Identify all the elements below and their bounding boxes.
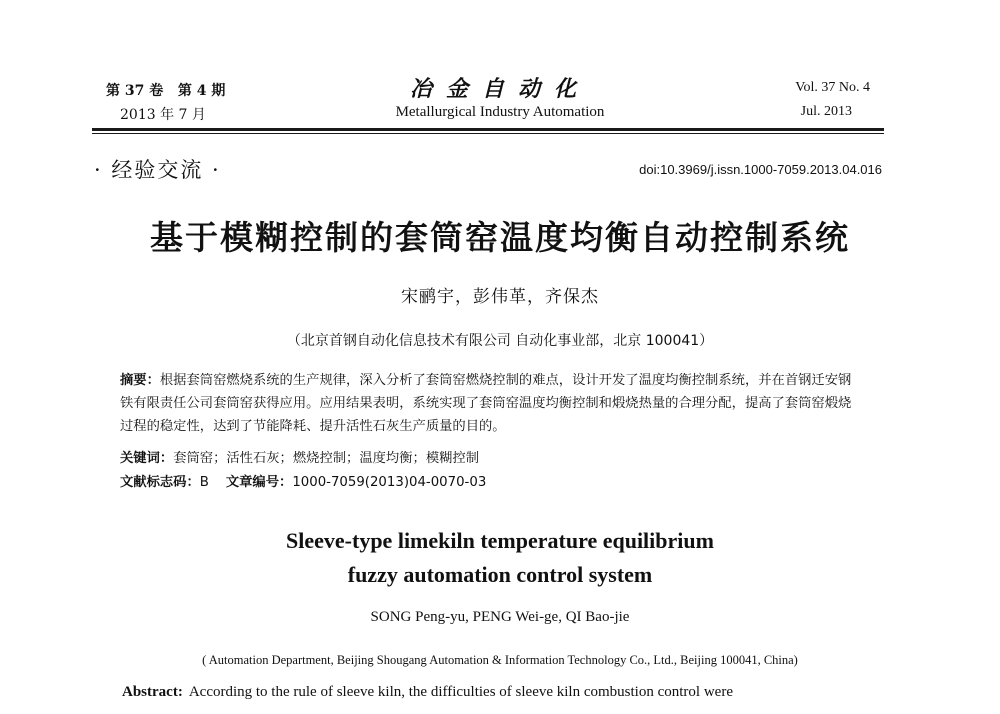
doi: doi:10.3969/j.issn.1000-7059.2013.04.016 xyxy=(639,162,882,177)
doc-code-label: 文献标志码： xyxy=(120,475,200,490)
abstract-cn-label: 摘要： xyxy=(120,373,160,388)
authors-en: SONG Peng-yu, PENG Wei-ge, QI Bao-jie xyxy=(370,609,630,625)
paper-title-en-line2: fuzzy automation control system xyxy=(347,562,653,587)
abstract-en-text: According to the rule of sleeve kiln, the difficulties of sleeve kiln combustion control were xyxy=(188,684,733,700)
paper-title-en xyxy=(0,524,1000,592)
doc-code-value: B xyxy=(199,475,209,490)
date-en: Jul. 2013 xyxy=(800,104,852,119)
keywords-label: 关键词： xyxy=(120,451,174,466)
authors-cn: 宋鹂宇，彭伟革，齐保杰 xyxy=(401,287,599,307)
journal-title-cn: 冶金自动化 xyxy=(409,76,590,102)
abstract-cn xyxy=(120,369,862,438)
article-number-label: 文章编号： xyxy=(225,475,293,490)
keywords-text: 套筒窑；活性石灰；燃烧控制；温度均衡；模糊控制 xyxy=(173,451,480,466)
date-cn: 2013 年 7 月 xyxy=(120,107,206,123)
classification-cn xyxy=(120,471,486,490)
article-number-value: 1000-7059(2013)04-0070-03 xyxy=(292,475,487,490)
paper-title-cn: 基于模糊控制的套筒窑温度均衡自动控制系统 xyxy=(150,218,850,257)
abstract-cn-text: 根据套筒窑燃烧系统的生产规律，深入分析了套筒窑燃烧控制的难点，设计开发了温度均衡控制系统，并在首钢迁安钢铁有限责任公司套筒窑获得应用。应用结果表明，系统实现了套筒窑温度均衡控制和煅烧热量的合理分配，提高了套筒窑煅烧过程的稳定性，达到了节能降耗、提升活性石灰生产质量的目的。 xyxy=(120,373,852,434)
header-rule-thick xyxy=(92,128,884,131)
volume-issue-cn: 第 37 卷 第 4 期 xyxy=(106,83,226,99)
section-tag: · 经验交流 · xyxy=(94,158,221,182)
affiliation-cn: （北京首钢自动化信息技术有限公司 自动化事业部，北京 100041） xyxy=(286,333,714,349)
affiliation-en: ( Automation Department, Beijing Shougang Automation & Information Technology Co., Ltd., Beijing 100041, China) xyxy=(202,653,798,667)
header-rule-thin xyxy=(92,133,884,134)
keywords-cn xyxy=(120,447,479,466)
paper-title-en-line1: Sleeve-type limekiln temperature equilibrium xyxy=(286,528,714,553)
abstract-en xyxy=(122,684,862,701)
volume-issue-en: Vol. 37 No. 4 xyxy=(795,80,870,95)
abstract-en-label: Abstract: xyxy=(122,684,183,700)
journal-title-en: Metallurgical Industry Automation xyxy=(395,104,605,120)
